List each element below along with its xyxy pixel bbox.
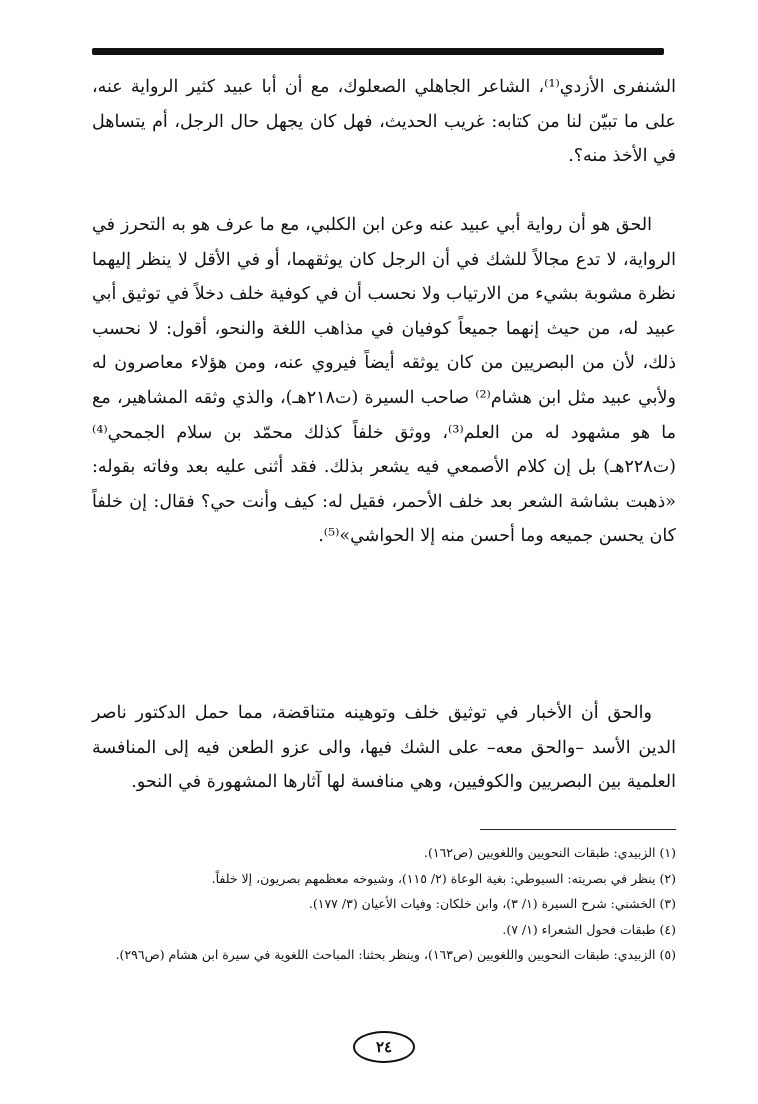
footnote-separator <box>480 829 676 830</box>
footnote-1: (١) الزبيدي: طبقات النحويين واللغويين (ص١٦٢). <box>423 845 676 860</box>
footnote-5: (٥) الزبيدي: طبقات النحويين واللغويين (ص١٦٣)، وينظر بحثنا: المباحث اللغوية في سيرة ابن هشام (ص٢٩٦). <box>115 947 676 962</box>
paragraph-3: والحق أن الأخبار في توثيق خلف وتوهينه متناقضة، مما حمل الدكتور ناصر الدين الأسد –والحق معه– على الشك فيها، والى عزو الطعن فيه إلى المنافسة العلمية بين البصريين والكوفيين، وهي منافسة لها آثارها المشهورة في النحو. <box>92 703 676 793</box>
paragraph-2: الحق هو أن رواية أبي عبيد عنه وعن ابن الكلبي، مع ما عرف هو به التحرز في الرواية، لا تدع مجالاً للشك في أن الرجل كان يوثقهما، أو في الأقل لا ينظر إليهما نظرة مشوبة بشيء من الارتياب ولا نحسب أن في كوفية خلف دخلاً في توثيق أبي عبيد له، من حيث إنهما جميعاً كوفيان في مذاهب اللغة والنحو، أقول: لا نحسب ذلك، لأن من البصريين من كان يوثقه أيضاً فيروي عنه، ومن هؤلاء معاصرون له ولأبي عبيد مثل ابن هشام⁽²⁾ صاحب السيرة (ت٢١٨هـ)، والذي وثقه المشاهير، مع ما هو مشهود له من العلم⁽³⁾، ووثق خلفاً كذلك محمّد بن سلام الجمحي⁽⁴⁾ (ت٢٢٨هـ) بل إن كلام الأصمعي فيه يشعر بذلك. فقد أثنى عليه بعد وفاته بقوله: «ذهبت بشاشة الشعر بعد خلف الأحمر، فقيل له: كيف وأنت حي؟ فقال: إن خلفاً كان يحسن جميعه وما أحسن منه إلا الحواشي»⁽⁵⁾. <box>92 215 676 547</box>
page-number-frame <box>353 1031 415 1063</box>
body-text <box>92 70 676 800</box>
footnotes <box>92 840 676 968</box>
footnote-2: (٢) ينظر في بصريته: السيوطي: بغية الوعاة (٢/ ١١٥)، وشيوخه معظمهم بصريون، إلا خلفاً. <box>211 870 676 886</box>
footnote-3: (٣) الخشني: شرح السيرة (١/ ٣)، وابن خلكان: وفيات الأعيان (٣/ ١٧٧). <box>308 896 676 911</box>
page-number: ٢٤ <box>375 1038 393 1056</box>
header-rule <box>92 48 664 55</box>
paragraph-1: الشنفرى الأزدي⁽¹⁾، الشاعر الجاهلي الصعلوك، مع أن أبا عبيد كثير الرواية عنه، على ما تبيّن لنا من كتابه: غريب الحديث، فهل كان يجهل حال الرجل، أم يتساهل في الأخذ منه؟. <box>92 77 676 167</box>
footnote-4: (٤) طبقات فحول الشعراء (١/ ٧). <box>502 921 676 937</box>
